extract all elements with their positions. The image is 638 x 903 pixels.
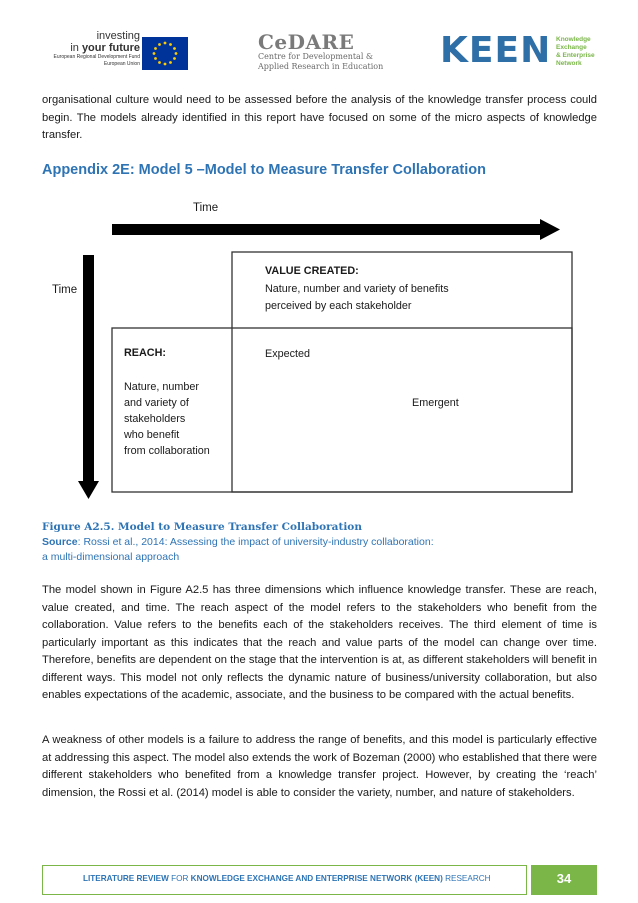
value-created-line1: Nature, number and variety of benefits — [265, 283, 449, 295]
cedare-sub2: Applied Research in Education — [258, 62, 384, 71]
reach-line2: and variety of — [124, 397, 189, 409]
caption-title: Figure A2.5. Model to Measure Transfer Collaboration — [42, 521, 362, 533]
cedare-sub1: Centre for Developmental & — [258, 52, 374, 61]
expected-label: Expected — [265, 348, 311, 360]
eu-line1: investing — [96, 30, 140, 42]
eu-line2: in your future — [70, 42, 140, 54]
value-created-line2: perceived by each stakeholder — [265, 300, 412, 312]
model-diagram — [0, 195, 638, 505]
eu-flag-icon — [142, 37, 188, 70]
caption-source-line2: a multi-dimensional approach — [42, 551, 180, 563]
appendix-heading: Appendix 2E: Model 5 –Model to Measure Transfer Collaboration — [42, 162, 486, 178]
eu-funding-logo — [50, 30, 140, 67]
page-number-box — [531, 865, 597, 895]
footer-title: LITERATURE REVIEW FOR KNOWLEDGE EXCHANGE AND ENTERPRISE NETWORK (KEEN) RESEARCH — [83, 874, 491, 883]
reach-line3: stakeholders — [124, 413, 186, 425]
footer-bar — [42, 865, 527, 895]
body-paragraph-2: A weakness of other models is a failure to address the range of benefits, and this model is particularly effective at addressing this aspect. The model also extends the work of Bozeman (2000) who established that there were different stakeholders who benefited from a knowledge transfer project. However, by creating the ‘reach’ dimension, the Rossi et al. (2014) model is able to consider the variety, number, and nature of stakeholders. — [42, 734, 597, 799]
page-number: 34 — [556, 871, 572, 886]
value-created-title: VALUE CREATED: — [265, 265, 359, 277]
time-arrowhead-right — [540, 219, 560, 240]
model-figure — [0, 195, 638, 505]
reach-line4: who benefit — [124, 429, 180, 441]
body-paragraph-1: The model shown in Figure A2.5 has three dimensions which influence knowledge transfer. These are reach, value created, and time. The reach aspect of the model refers to the stakeholders who benefit from the collaboration. Value refers to the benefits each of the stakeholders receives. The third element of time is particularly important as this indicates that the reach and value parts of the model can change over time. Therefore, benefits are dependent on the stage that the intervention is at, as different stakeholders will benefit in different ways. This model not only reflects the dynamic nature of business/university collaboration, but also enables expectations of the academic, associate, and the business to be compared with the actual benefits. — [42, 584, 597, 701]
eu-stars-icon — [142, 37, 188, 70]
keen-tagline: Knowledge Exchange & Enterprise Network — [556, 36, 595, 67]
cedare-logo — [258, 32, 383, 72]
caption-source: Source: Rossi et al., 2014: Assessing the impact of university-industry collaboration: — [42, 536, 434, 548]
eu-line4: European Union — [103, 61, 140, 67]
time-label-top: Time — [193, 202, 219, 214]
reach-line5: from collaboration — [124, 445, 210, 457]
time-arrow-vertical — [83, 255, 94, 483]
figure-caption — [42, 520, 602, 565]
keen-logo — [440, 30, 600, 74]
page-header — [0, 0, 638, 90]
time-label-left: Time — [52, 284, 78, 296]
time-arrowhead-down — [78, 481, 99, 499]
eu-line3: European Regional Development Fund — [53, 54, 140, 60]
reach-line1: Nature, number — [124, 381, 200, 393]
cedare-name: CeDARE — [258, 30, 355, 54]
reach-title: REACH: — [124, 347, 166, 359]
emergent-label: Emergent — [412, 397, 459, 409]
time-arrow-horizontal — [112, 224, 542, 235]
keen-word: KEEN — [440, 30, 552, 71]
intro-paragraph: organisational culture would need to be assessed before the analysis of the knowledge transfer process could begin. The models already identified in this report have focused on some of the micro aspects of knowledge transfer. — [42, 94, 597, 141]
